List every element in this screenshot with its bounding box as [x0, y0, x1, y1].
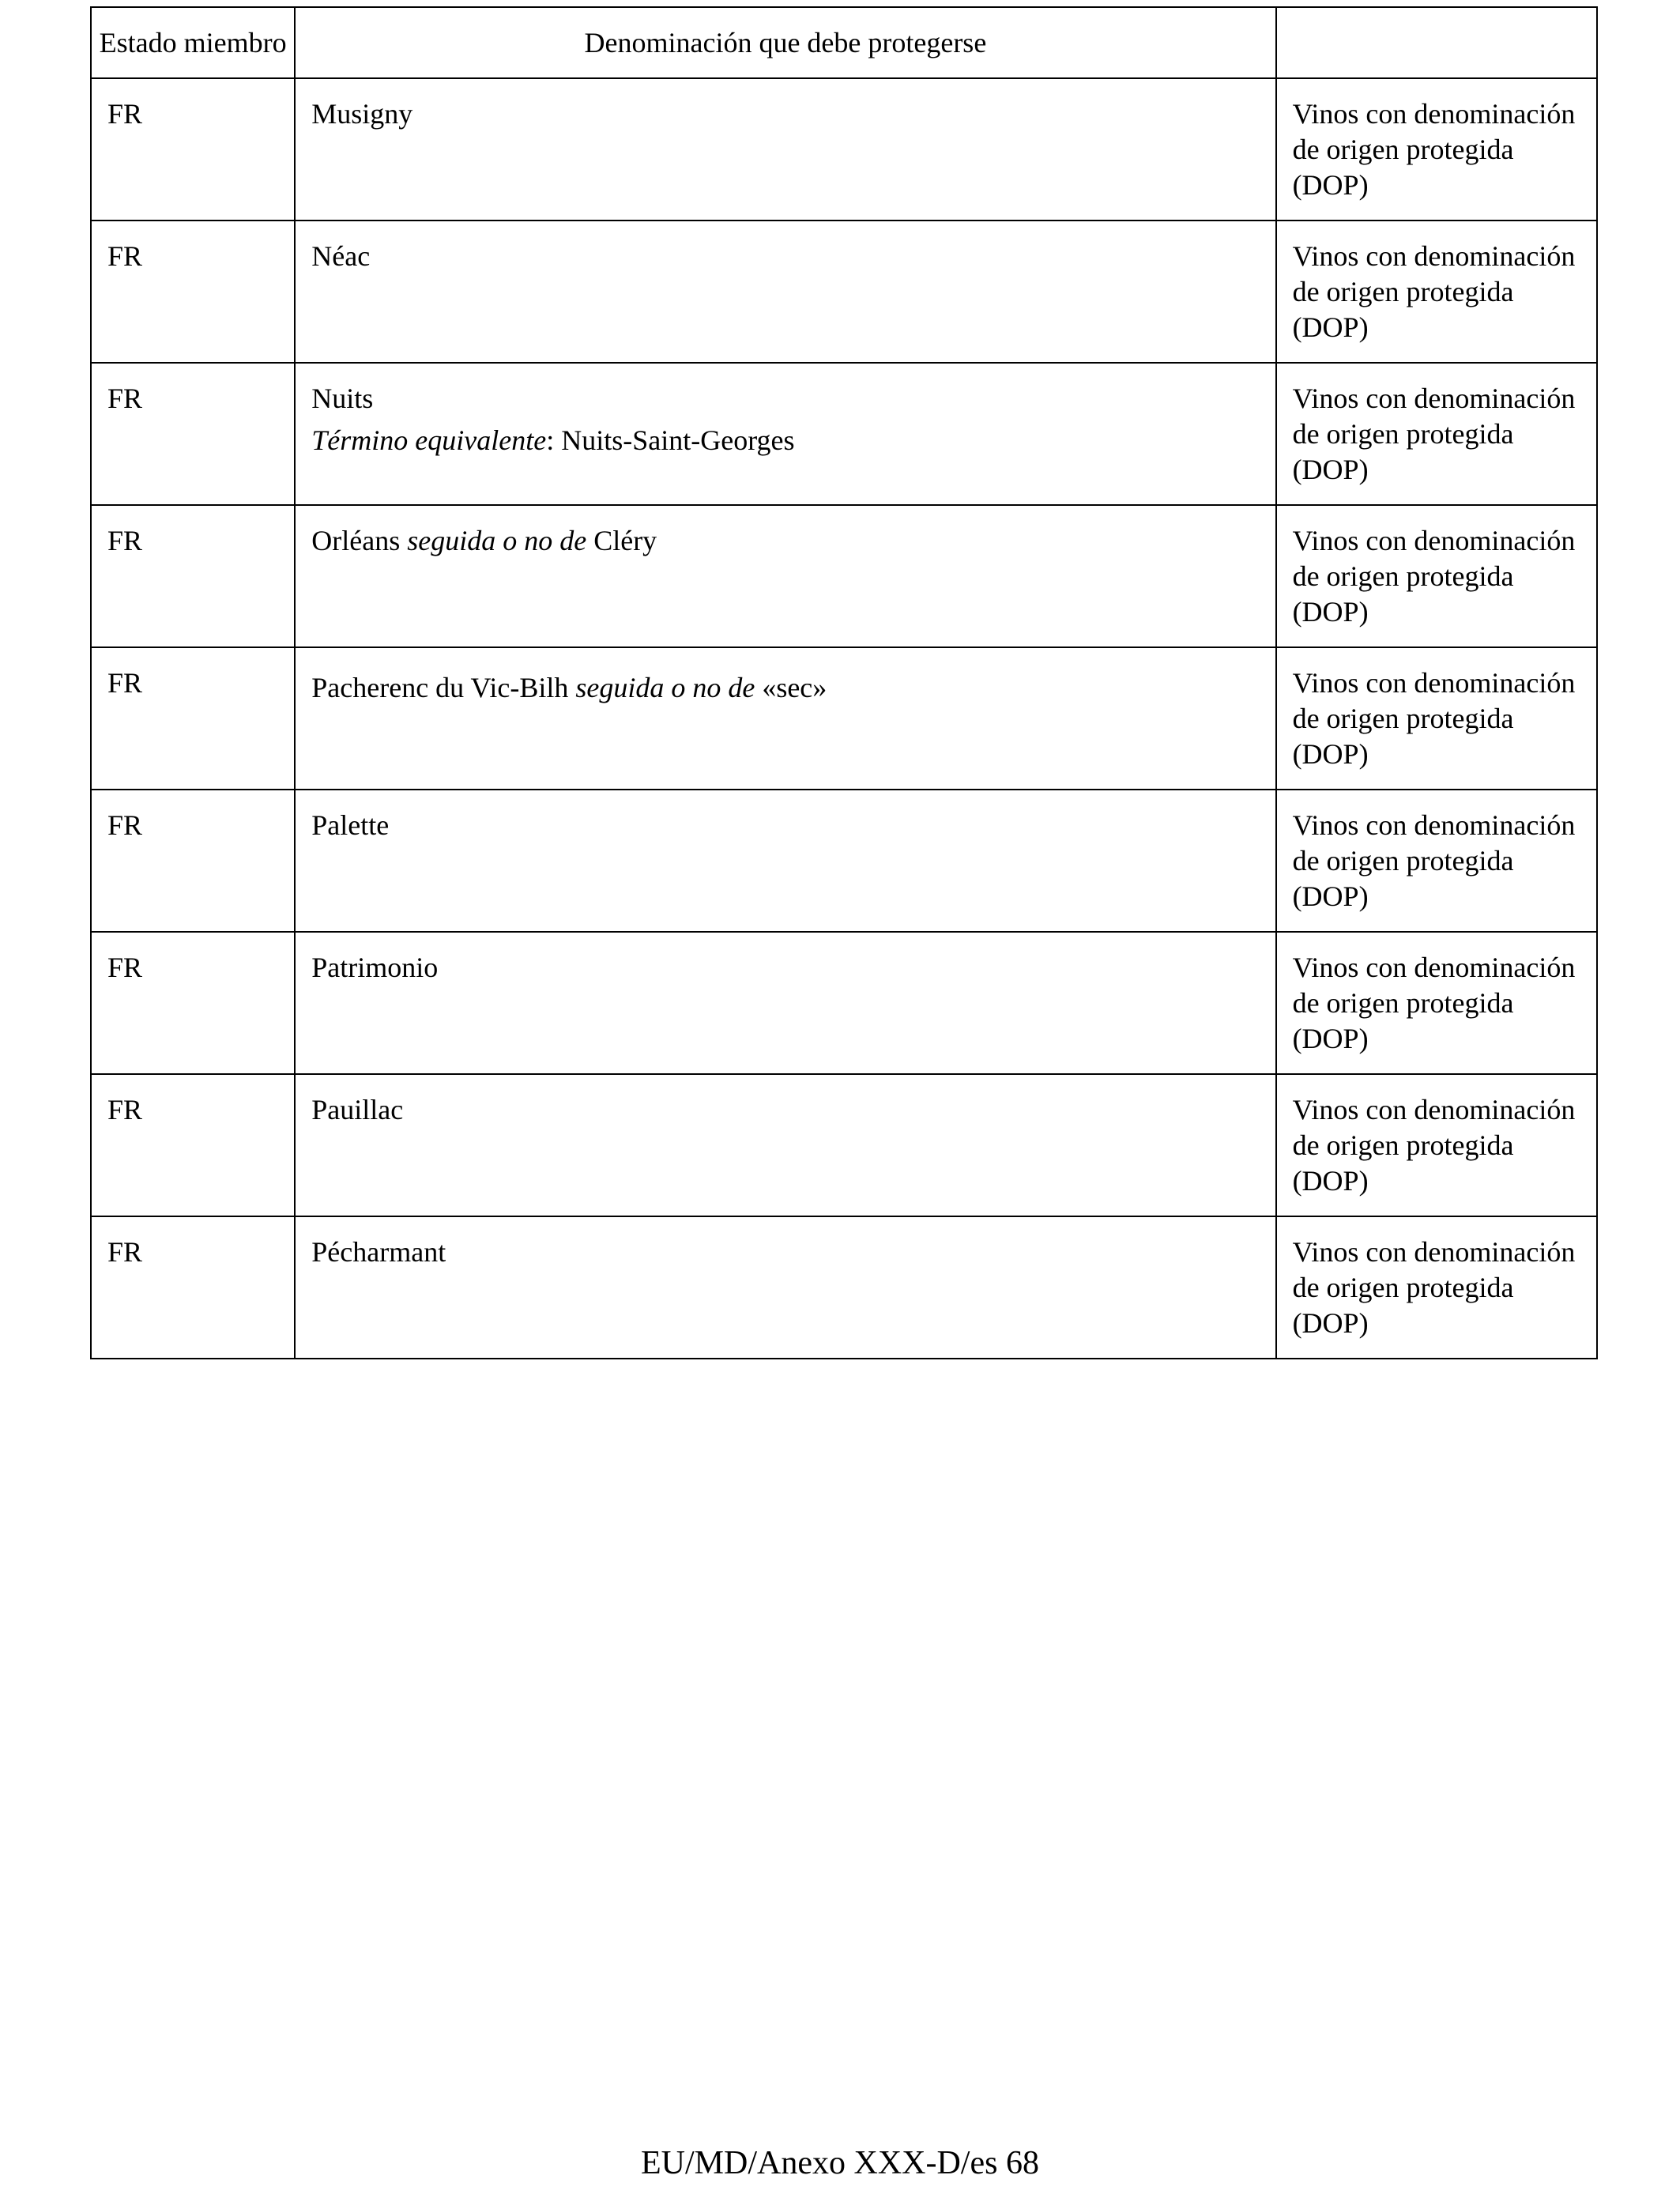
header-protected-name: Denominación que debe protegerse — [295, 7, 1275, 78]
name-suffix: Cléry — [593, 525, 657, 556]
member-state-cell: FR — [91, 1074, 295, 1216]
category-cell: Vinos con denominación de origen protegida (DOP) — [1276, 790, 1597, 932]
protected-name-cell — [295, 78, 1275, 221]
equivalent-term — [311, 423, 1275, 458]
protected-names-table — [90, 6, 1598, 1359]
name-suffix: «sec» — [762, 672, 827, 703]
table-row — [91, 647, 1597, 790]
category-cell: Vinos con denominación de origen protegida (DOP) — [1276, 221, 1597, 363]
category-cell: Vinos con denominación de origen protegida (DOP) — [1276, 363, 1597, 505]
protected-name-cell — [295, 363, 1275, 505]
name-qualifier: seguida o no de — [407, 525, 587, 556]
protected-name-cell — [295, 1074, 1275, 1216]
table-row — [91, 363, 1597, 505]
protected-name: Pauillac — [311, 1094, 404, 1125]
protected-name: Palette — [311, 809, 390, 841]
member-state-cell: FR — [91, 363, 295, 505]
name-qualifier: seguida o no de — [575, 672, 755, 703]
category-cell: Vinos con denominación de origen protegida (DOP) — [1276, 932, 1597, 1074]
table-row — [91, 505, 1597, 647]
protected-name-cell — [295, 505, 1275, 647]
table-row — [91, 790, 1597, 932]
protected-name-cell — [295, 221, 1275, 363]
equivalent-term-separator: : — [546, 424, 562, 456]
protected-name-cell — [295, 1216, 1275, 1359]
header-category — [1276, 7, 1597, 78]
member-state-cell: FR — [91, 78, 295, 221]
table-row — [91, 1216, 1597, 1359]
table-row — [91, 78, 1597, 221]
category-cell: Vinos con denominación de origen protegida (DOP) — [1276, 1216, 1597, 1359]
category-cell: Vinos con denominación de origen protegida (DOP) — [1276, 647, 1597, 790]
equivalent-term-value: Nuits-Saint-Georges — [561, 424, 795, 456]
table-row — [91, 1074, 1597, 1216]
protected-name: Musigny — [311, 98, 413, 130]
protected-name: Néac — [311, 240, 371, 272]
protected-name-cell — [295, 647, 1275, 790]
member-state-cell: FR — [91, 932, 295, 1074]
member-state-cell: FR — [91, 647, 295, 790]
member-state-cell: FR — [91, 221, 295, 363]
protected-name: Pacherenc du Vic-Bilh — [311, 672, 569, 703]
page-footer-reference: EU/MD/Anexo XXX-D/es 68 — [641, 2145, 1039, 2181]
protected-name-cell — [295, 932, 1275, 1074]
category-cell: Vinos con denominación de origen protegida (DOP) — [1276, 1074, 1597, 1216]
table-header-row — [91, 7, 1597, 78]
protected-name: Orléans — [311, 525, 401, 556]
protected-name-cell — [295, 790, 1275, 932]
category-cell: Vinos con denominación de origen protegida (DOP) — [1276, 505, 1597, 647]
member-state-cell: FR — [91, 1216, 295, 1359]
equivalent-term-label: Término equivalente — [311, 424, 547, 456]
table-row — [91, 221, 1597, 363]
table-row — [91, 932, 1597, 1074]
member-state-cell: FR — [91, 505, 295, 647]
header-member-state: Estado miembro — [91, 7, 295, 78]
category-cell: Vinos con denominación de origen protegida (DOP) — [1276, 78, 1597, 221]
protected-name: Patrimonio — [311, 952, 439, 983]
protected-name: Pécharmant — [311, 1236, 446, 1268]
member-state-cell: FR — [91, 790, 295, 932]
protected-name: Nuits — [311, 383, 374, 414]
